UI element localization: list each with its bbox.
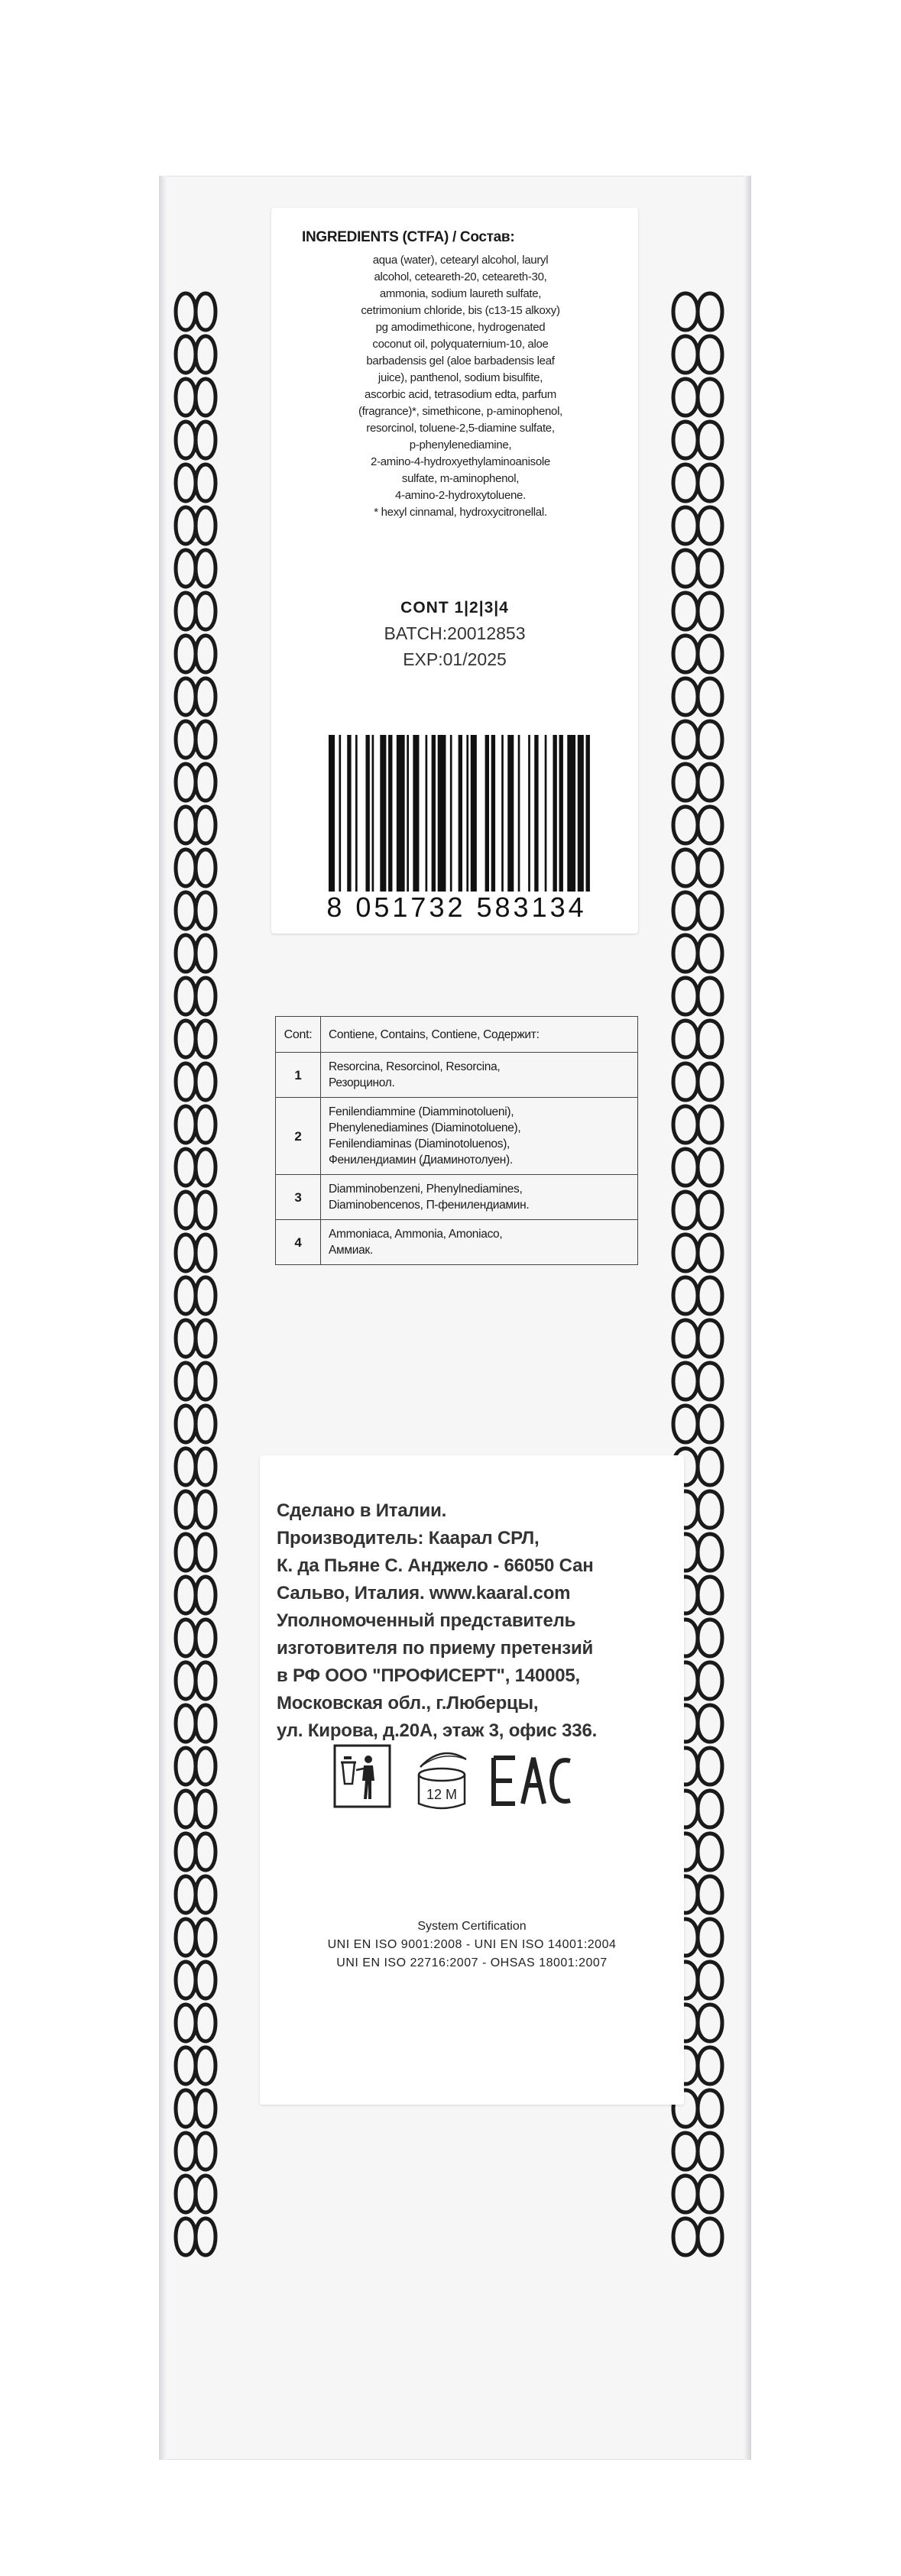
row-text-line: Резорцинол. — [329, 1076, 395, 1089]
barcode-bar — [501, 735, 504, 892]
manufacturer-line: К. да Пьяне С. Анджело - 66050 Сан — [277, 1555, 594, 1576]
loop-pattern-left — [164, 290, 228, 2261]
manufacturer-line: Производитель: Каарал СРЛ, — [277, 1528, 540, 1549]
eac-mark-icon — [494, 1758, 570, 1804]
certification-line: UNI EN ISO 22716:2007 - OHSAS 18001:2007 — [336, 1956, 608, 1969]
cont-header-text: Contiene, Contains, Contiene, Содержит: — [321, 1017, 638, 1053]
table-header-row — [276, 1017, 638, 1053]
row-text — [321, 1053, 638, 1098]
barcode-bar — [339, 735, 341, 892]
barcode-bar — [365, 735, 369, 892]
row-text-line: Resorcina, Resorcinol, Resorcina, — [329, 1060, 501, 1073]
row-text-line: Аммиак. — [329, 1244, 373, 1257]
row-text-line: Ammoniaca, Ammonia, Amoniaco, — [329, 1228, 503, 1241]
table-row — [276, 1053, 638, 1098]
box-right-edge — [744, 176, 751, 2460]
barcode-bar — [528, 735, 530, 892]
expiry-date: EXP:01/2025 — [403, 649, 507, 669]
cont-label: CONT 1|2|3|4 — [400, 599, 509, 616]
ingredient-line: barbadensis gel (aloe barbadensis leaf — [366, 354, 555, 367]
barcode-bar — [553, 735, 556, 892]
barcode-bar — [471, 735, 477, 892]
barcode-bar — [534, 735, 538, 892]
open-jar-icon — [419, 1753, 466, 1808]
contents-table — [275, 1016, 638, 1265]
row-number: 1 — [276, 1053, 321, 1098]
row-text-line: Фенилендиамин (Диаминотолуен). — [329, 1154, 513, 1167]
barcode-bar — [380, 735, 386, 892]
barcode-bar — [559, 735, 563, 892]
barcode-bar — [507, 735, 514, 892]
barcode-bar — [450, 735, 452, 892]
row-text — [321, 1220, 638, 1265]
ingredient-line: cetrimonium chloride, bis (c13-15 alkoxy) — [361, 304, 560, 317]
barcode-bar — [407, 735, 409, 892]
manufacturer-line: в РФ ООО "ПРОФИСЕРТ", 140005, — [277, 1665, 581, 1686]
barcode-bar — [438, 735, 446, 892]
certification-line: UNI EN ISO 9001:2008 - UNI EN ISO 14001:2004 — [327, 1938, 617, 1951]
manufacturer-sticker — [260, 1455, 684, 2105]
row-number: 3 — [276, 1175, 321, 1220]
ingredient-line: alcohol, ceteareth-20, ceteareth-30, — [374, 270, 547, 283]
barcode-bar — [329, 735, 335, 892]
trash-bin-icon — [335, 1746, 390, 1807]
manufacturer-line: Уполномоченный представитель — [277, 1610, 576, 1631]
row-text-line: Fenilendiammine (Diamminotolueni), — [329, 1105, 514, 1118]
manufacturer-line: Сделано в Италии. — [277, 1500, 447, 1521]
barcode-bar — [586, 735, 590, 892]
barcode-bar — [578, 735, 584, 892]
barcode-bar — [426, 735, 428, 892]
manufacturer-info — [277, 1497, 674, 1745]
ingredient-line: juice), panthenol, sodium bisulfite, — [378, 371, 543, 384]
ingredients-title: INGREDIENTS (CTFA) / Состав: — [302, 229, 515, 245]
ingredient-line: resorcinol, toluene-2,5-diamine sulfate, — [366, 422, 555, 435]
ingredient-line: 4-amino-2-hydroxytoluene. — [395, 489, 526, 502]
manufacturer-line: ул. Кирова, д.20А, этаж 3, офис 336. — [277, 1720, 598, 1741]
ingredient-line: (fragrance)*, simethicone, p-aminophenol, — [358, 405, 562, 418]
row-text-line: Diaminobencenos, П-фенилендиамин. — [329, 1199, 530, 1212]
barcode-bar — [372, 735, 374, 892]
barcode — [329, 735, 596, 892]
barcode-bar — [413, 735, 419, 892]
barcode-bar — [491, 735, 495, 892]
ingredients-sticker — [271, 208, 638, 934]
barcode-bar — [397, 735, 405, 892]
barcode-bar — [567, 735, 575, 892]
cont-header-label: Cont: — [276, 1017, 321, 1053]
table-row — [276, 1098, 638, 1175]
ingredient-line: 2-amino-4-hydroxyethylaminoanisole — [371, 455, 550, 468]
row-text — [321, 1175, 638, 1220]
manufacturer-line: Московская обл., г.Люберцы, — [277, 1693, 539, 1714]
row-number: 2 — [276, 1098, 321, 1175]
table-row — [276, 1220, 638, 1265]
barcode-bar — [432, 735, 436, 892]
row-text-line: Fenilendiaminas (Diaminotoluenos), — [329, 1138, 510, 1150]
barcode-bar — [518, 735, 520, 892]
ingredient-line: ascorbic acid, tetrasodium edta, parfum — [365, 388, 556, 401]
barcode-bar — [545, 735, 547, 892]
barcode-bar — [485, 735, 489, 892]
barcode-bar — [355, 735, 358, 892]
barcode-bar — [388, 735, 392, 892]
ingredients-text — [302, 252, 619, 521]
ingredient-line: coconut oil, polyquaternium-10, aloe — [372, 338, 549, 351]
certification-block — [260, 1917, 684, 1972]
manufacturer-line: изготовителя по приему претензий — [277, 1638, 594, 1659]
row-text-line: Phenylenediamines (Diaminotoluene), — [329, 1121, 521, 1134]
ingredient-line: p-phenylenediamine, — [409, 439, 512, 451]
barcode-bar — [459, 735, 462, 892]
pao-label: 12 M — [426, 1787, 458, 1802]
ingredient-line: ammonia, sodium laureth sulfate, — [379, 287, 542, 300]
barcode-bar — [347, 735, 351, 892]
ingredient-line: pg amodimethicone, hydrogenated — [375, 321, 546, 334]
batch-number: BATCH:20012853 — [384, 623, 526, 643]
manufacturer-line: Сальво, Италия. www.kaaral.com — [277, 1583, 571, 1604]
certification-title: System Certification — [417, 1920, 527, 1933]
row-number: 4 — [276, 1220, 321, 1265]
barcode-bar — [466, 735, 468, 892]
table-row — [276, 1175, 638, 1220]
symbols-row — [327, 1730, 633, 1822]
barcode-number: 8 051732 583134 — [326, 892, 587, 923]
ingredient-line: sulfate, m-aminophenol, — [401, 472, 520, 485]
ingredient-line: * hexyl cinnamal, hydroxycitronellal. — [374, 506, 547, 519]
ingredient-line: aqua (water), cetearyl alcohol, lauryl — [372, 254, 549, 267]
row-text-line: Diamminobenzeni, Phenylnediamines, — [329, 1183, 523, 1196]
row-text — [321, 1098, 638, 1175]
